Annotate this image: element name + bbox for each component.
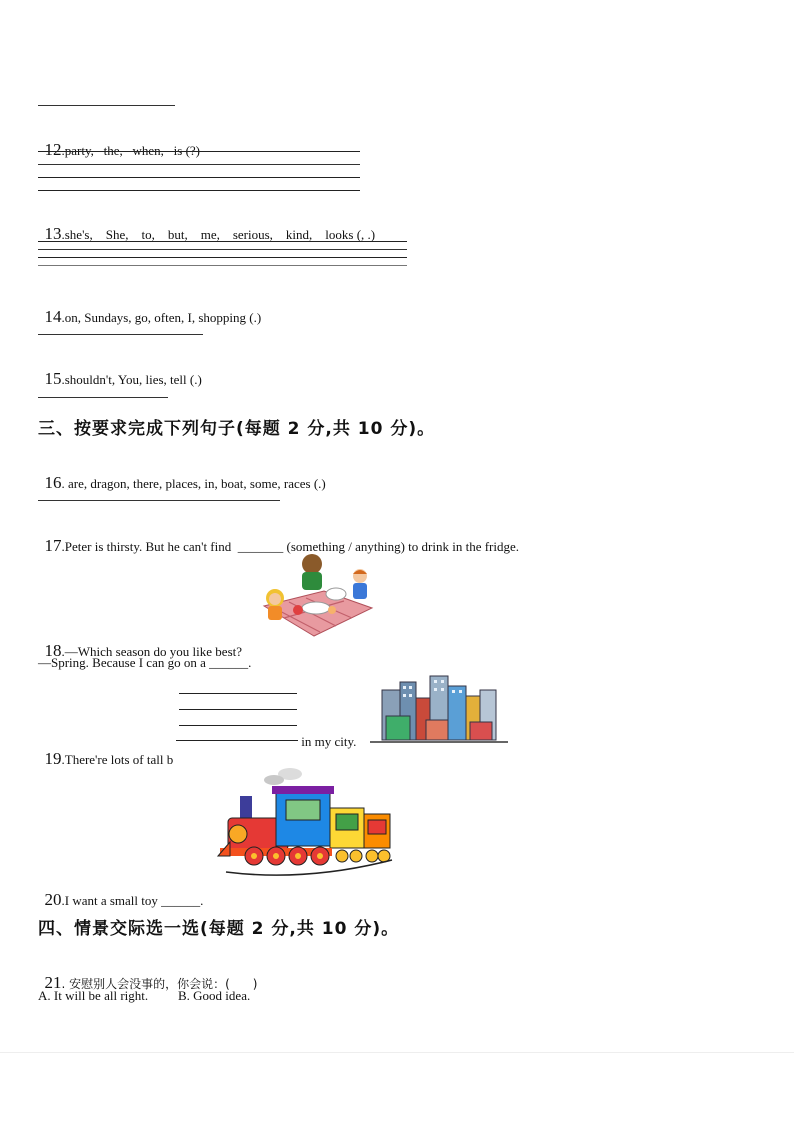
- question-20: [38, 874, 203, 910]
- answer-line[interactable]: [179, 725, 297, 726]
- question-text: . are, dragon, there, places, in, boat, some, races (.): [61, 476, 326, 491]
- question-15: [38, 353, 202, 389]
- page-bottom-edge: [0, 1052, 794, 1053]
- question-number: 16: [44, 473, 62, 492]
- section-4-heading: 四、情景交际选一选(每题 2 分,共 10 分)。: [38, 919, 400, 939]
- question-text: .I want a small toy ______.: [61, 893, 204, 908]
- answer-line[interactable]: [38, 177, 360, 178]
- answer-line[interactable]: [179, 693, 297, 694]
- toy-train-illustration: [216, 764, 394, 882]
- question-19: [38, 733, 173, 769]
- question-number: 13: [44, 224, 62, 243]
- question-text: .shouldn't, You, lies, tell (.): [61, 372, 202, 387]
- question-14: [38, 291, 261, 327]
- answer-line[interactable]: [38, 500, 280, 501]
- question-text: .party, the, when, is (?): [61, 143, 201, 158]
- answer-line[interactable]: [38, 397, 168, 398]
- question-16: [38, 457, 326, 493]
- answer-line[interactable]: [38, 265, 407, 266]
- answer-line[interactable]: [38, 164, 360, 165]
- question-text: .Peter is thirsty. But he can't find _______ (something / anything) to drink in the fridge.: [61, 539, 520, 554]
- answer-line[interactable]: [38, 151, 360, 152]
- option-a[interactable]: A. It will be all right.: [38, 988, 149, 1003]
- question-text: . 安慰别人会没事的，你会说：( ): [61, 977, 258, 991]
- answer-line[interactable]: [38, 257, 407, 258]
- picnic-illustration: [254, 546, 378, 638]
- answer-line[interactable]: [176, 740, 298, 741]
- question-number: 15: [44, 369, 62, 388]
- question-number: 19: [44, 749, 62, 768]
- answer-line-11[interactable]: [38, 105, 175, 106]
- question-number: 14: [44, 307, 62, 326]
- question-number: 20: [44, 890, 62, 909]
- answer-line[interactable]: [38, 190, 360, 191]
- answer-line[interactable]: [38, 241, 407, 242]
- section-3-heading: 三、按要求完成下列句子(每题 2 分,共 10 分)。: [38, 419, 436, 439]
- question-text: .There're lots of tall b: [61, 752, 174, 767]
- question-12: [38, 124, 200, 160]
- question-number: 17: [44, 536, 62, 555]
- question-number: 18: [44, 641, 62, 660]
- question-text-after: in my city.: [298, 734, 357, 749]
- answer-line[interactable]: [179, 709, 297, 710]
- question-text: .on, Sundays, go, often, I, shopping (.): [61, 310, 262, 325]
- answer-line[interactable]: [38, 334, 203, 335]
- question-number: 21: [44, 973, 62, 992]
- answer-line[interactable]: [38, 249, 407, 250]
- question-13: [38, 208, 375, 244]
- question-18-answer: —Spring. Because I can go on a ______.: [38, 655, 252, 670]
- option-b[interactable]: B. Good idea.: [178, 988, 251, 1003]
- question-text: .she's, She, to, but, me, serious, kind, looks (, .): [61, 227, 376, 242]
- question-number: 12: [44, 140, 62, 159]
- question-text: .—Which season do you like best?: [61, 644, 243, 659]
- city-buildings-illustration: [370, 672, 508, 746]
